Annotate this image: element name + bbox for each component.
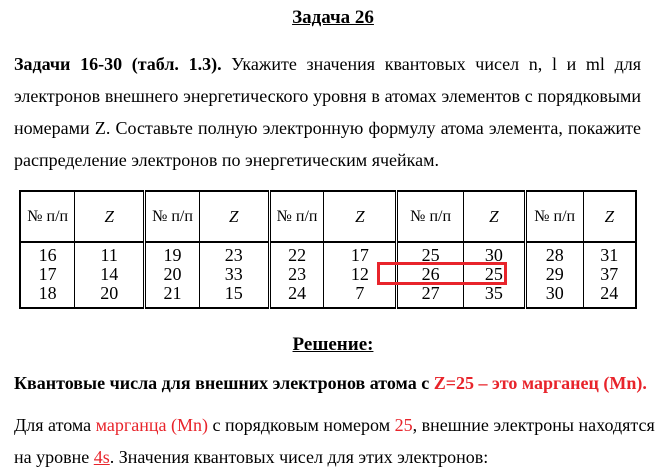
solution-paragraph: [14, 409, 655, 473]
task-title: Задача 26: [292, 7, 374, 28]
table-cell: 17: [20, 265, 75, 284]
solution-line-1: Для атома марганца (Mn) с порядковым номером 25, внешние электроны находятся: [14, 415, 655, 435]
table-cell: 7: [324, 284, 397, 308]
table-cell: 23: [269, 265, 324, 284]
header-z: Z: [75, 191, 145, 242]
task-statement: [14, 48, 641, 176]
table-cell: 30: [525, 284, 583, 308]
element-answer: Z=25 – это марганец (Mn).: [433, 373, 647, 393]
table-cell: 20: [145, 265, 200, 284]
header-num: № п/п: [525, 191, 583, 242]
table-cell: 18: [20, 284, 75, 308]
statement-line-2: электронов внешнего энергетического уровня в атомах элементов с порядковыми: [14, 86, 641, 106]
header-num: № п/п: [269, 191, 324, 242]
table-cell: 24: [600, 283, 619, 303]
statement-line-4: распределение электронов по энергетическим ячейкам.: [14, 150, 440, 170]
table-header-row: [20, 191, 636, 242]
header-z: Z: [199, 191, 269, 242]
table-cell: 23: [199, 242, 269, 265]
table-cell: 19: [145, 242, 200, 265]
table-cell: 33: [199, 265, 269, 284]
table-cell: 12: [324, 265, 397, 284]
table-cell: 25: [397, 242, 464, 265]
solution-heading: Решение:: [292, 334, 374, 355]
table-cell: 24: [269, 284, 324, 308]
table-cell: 31: [600, 245, 619, 265]
highlighted-cell: 25: [463, 265, 525, 284]
table-cell: 14: [75, 265, 145, 284]
table-cell: 15: [199, 284, 269, 308]
solution-line-2: на уровне 4s. Значения квантовых чисел для этих электронов:: [14, 447, 489, 467]
table-cell: 11: [75, 242, 145, 265]
table-cell: 28: [525, 242, 583, 265]
table-row: [20, 242, 636, 265]
header-num: № п/п: [145, 191, 200, 242]
table-cell: 35: [463, 284, 525, 308]
header-z: Z: [324, 191, 397, 242]
table-cell: 21: [145, 284, 200, 308]
header-z: Z: [583, 191, 636, 242]
table-cell: 27: [397, 284, 464, 308]
highlight-box: [377, 262, 507, 285]
statement-line-1: Задачи 16-30 (табл. 1.3). Укажите значения квантовых чисел n, l и ml для: [14, 54, 642, 74]
table-cell: 22: [269, 242, 324, 265]
table-cell: 30: [463, 242, 525, 265]
table-cell: 16: [20, 242, 75, 265]
statement-line-3: номерами Z. Составьте полную электронную формулу атома элемента, покажите: [14, 118, 641, 138]
header-num: № п/п: [397, 191, 464, 242]
table-cell: 20: [75, 284, 145, 308]
highlighted-cell: 26: [397, 265, 464, 284]
table-row: [20, 265, 636, 284]
table-cell: 29: [525, 265, 583, 284]
table-cell: 17: [324, 242, 397, 265]
table-row: [20, 284, 636, 308]
data-table: [19, 190, 637, 309]
header-num: № п/п: [20, 191, 75, 242]
table-cell: 37: [600, 264, 619, 284]
solution-subheading: Квантовые числа для внешних электронов атома с Z=25 – это марганец (Mn).: [14, 373, 647, 393]
header-z: Z: [463, 191, 525, 242]
